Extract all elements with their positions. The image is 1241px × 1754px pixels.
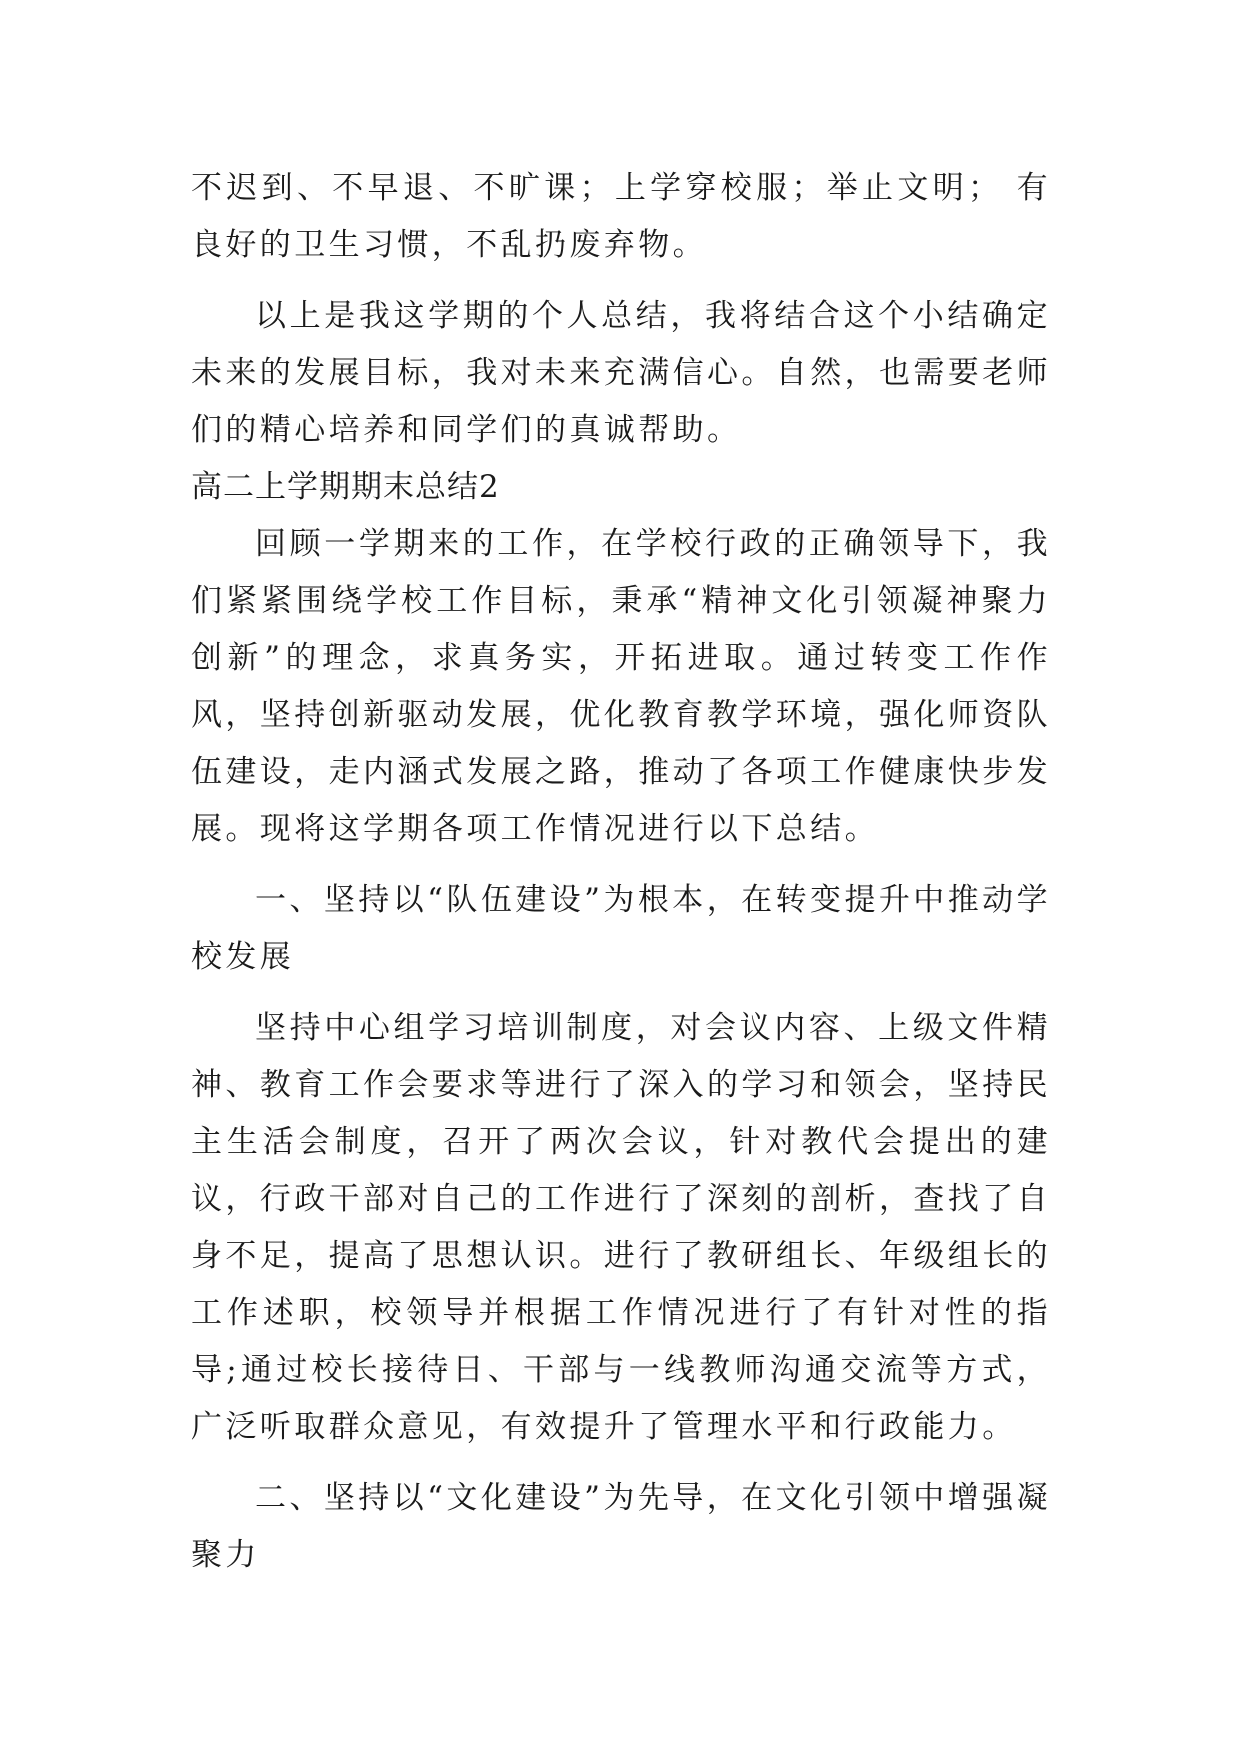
subheading-culture-building: 二、坚持以“文化建设”为先导，在文化引领中增强凝聚力 [191,1480,1051,1573]
paragraph-review: 回顾一学期来的工作，在学校行政的正确领导下，我们紧紧围绕学校工作目标，秉承“精神文化引领凝神聚力创新”的理念，求真务实，开拓进取。通过转变工作作风，坚持创新驱动发展，优化教育教学环境，强化师资队伍建设，走内涵式发展之路，推动了各项工作健康快步发展。现将这学期各项工作情况进行以下总结。 [191,526,1051,847]
paragraph-gap [191,986,1051,1000]
paragraph-gap [191,274,1051,288]
paragraph-discipline: 不迟到、不早退、不旷课；上学穿校服；举止文明； 有良好的卫生习惯，不乱扔废弃物。 [191,170,1051,263]
document-body [191,160,1051,1584]
section-title: 高二上学期期末总结2 [191,469,500,505]
paragraph-gap [191,858,1051,872]
paragraph-team-building: 坚持中心组学习培训制度，对会议内容、上级文件精神、教育工作会要求等进行了深入的学习和领会，坚持民主生活会制度，召开了两次会议，针对教代会提出的建议，行政干部对自己的工作进行了深刻的剖析，查找了自身不足，提高了思想认识。进行了教研组长、年级组长的工作述职，校领导并根据工作情况进行了有针对性的指导;通过校长接待日、干部与一线教师沟通交流等方式，广泛听取群众意见，有效提升了管理水平和行政能力。 [191,1010,1051,1445]
subheading-team-building: 一、坚持以“队伍建设”为根本，在转变提升中推动学校发展 [191,882,1051,975]
paragraph-summary-closing: 以上是我这学期的个人总结，我将结合这个小结确定未来的发展目标，我对未来充满信心。自然，也需要老师们的精心培养和同学们的真诚帮助。 [191,298,1051,448]
paragraph-gap [191,1456,1051,1470]
